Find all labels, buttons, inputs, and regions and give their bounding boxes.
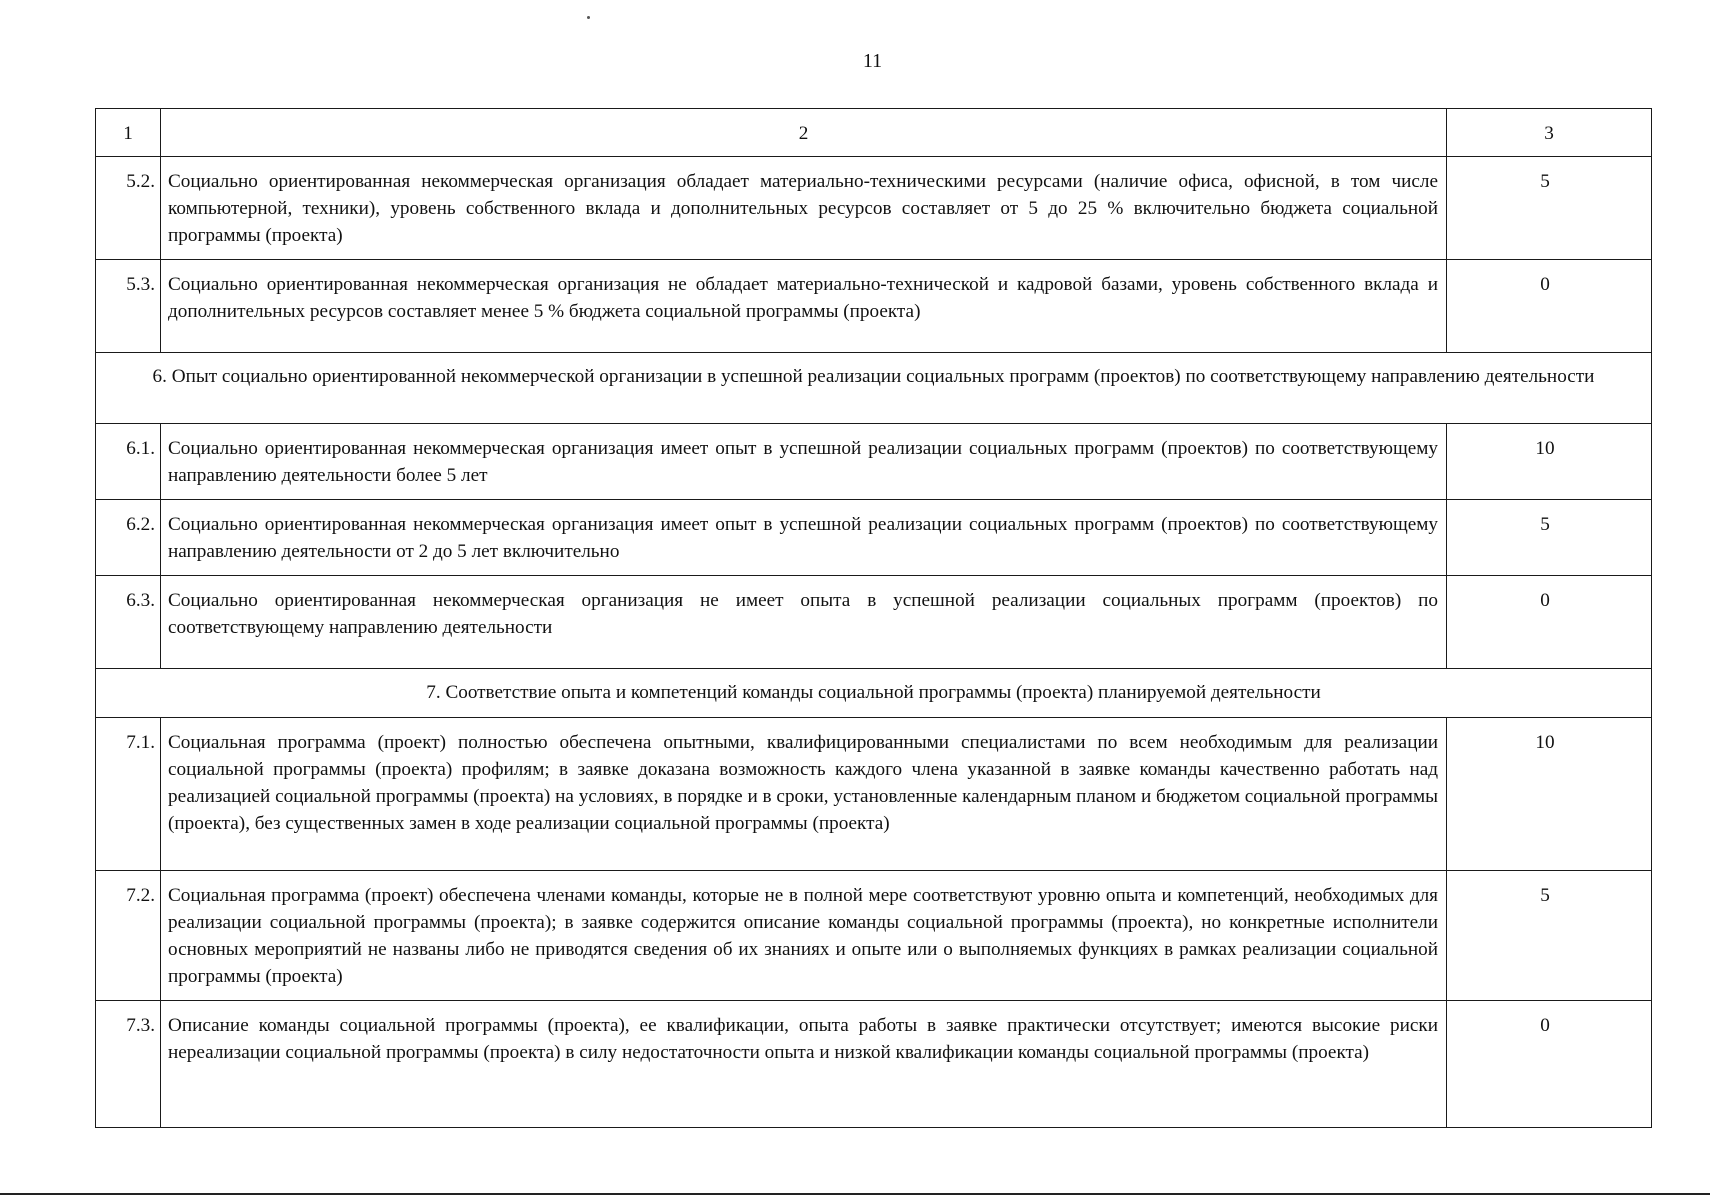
item-number: 6.2.	[96, 500, 161, 576]
item-score: 0	[1447, 576, 1652, 669]
item-description: Социально ориентированная некоммерческая организация имеет опыт в успешной реализации социальных программ (проектов) по соответствующему направлению деятельности от 2 до 5 лет включительно	[161, 500, 1447, 576]
table-row	[96, 500, 1652, 576]
item-description: Описание команды социальной программы (проекта), ее квалификации, опыта работы в заявке практически отсутствует; имеются высокие риски нереализации социальной программы (проекта) в силу недостаточности опыта и низкой квалификации команды социальной программы (проекта)	[161, 1001, 1447, 1128]
item-description: Социально ориентированная некоммерческая организация не обладает материально-технической и кадровой базами, уровень собственного вклада и дополнительных ресурсов составляет менее 5 % бюджета социальной программы (проекта)	[161, 260, 1447, 353]
item-number: 7.2.	[96, 871, 161, 1001]
header-col-3: 3	[1447, 109, 1652, 157]
section-heading-row	[96, 669, 1652, 718]
table-row	[96, 424, 1652, 500]
item-description: Социально ориентированная некоммерческая организация имеет опыт в успешной реализации социальных программ (проектов) по соответствующему направлению деятельности более 5 лет	[161, 424, 1447, 500]
item-number: 5.2.	[96, 157, 161, 260]
criteria-table	[95, 108, 1652, 1128]
item-description: Социальная программа (проект) полностью обеспечена опытными, квалифицированными специалистами по всем необходимым для реализации социальной программы (проекта) профилям; в заявке доказана возможность каждого члена указанной в заявке команды качественно работать над реализацией социальной программы (проекта) на условиях, в порядке и в сроки, установленные календарным планом и бюджетом социальной программы (проекта), без существенных замен в ходе реализации социальной программы (проекта)	[161, 718, 1447, 871]
item-description: Социально ориентированная некоммерческая организация обладает материально-техническими ресурсами (наличие офиса, офисной, в том числе компьютерной, техники), уровень собственного вклада и дополнительных ресурсов составляет от 5 до 25 % включительно бюджета социальной программы (проекта)	[161, 157, 1447, 260]
item-number: 6.1.	[96, 424, 161, 500]
table-row	[96, 576, 1652, 669]
table-row	[96, 718, 1652, 871]
table-row	[96, 157, 1652, 260]
item-number: 7.3.	[96, 1001, 161, 1128]
table-header-row	[96, 109, 1652, 157]
item-description: Социальная программа (проект) обеспечена членами команды, которые не в полной мере соответствуют уровню опыта и компетенций, необходимых для реализации социальной программы (проекта); в заявке содержится описание команды социальной программы (проекта), но конкретные исполнители основных мероприятий не названы либо не приводятся сведения об их знаниях и опыте или о выполняемых функциях в рамках реализации социальной программы (проекта)	[161, 871, 1447, 1001]
section-heading-row	[96, 353, 1652, 424]
item-score: 5	[1447, 500, 1652, 576]
item-number: 6.3.	[96, 576, 161, 669]
item-score: 10	[1447, 424, 1652, 500]
table-row	[96, 1001, 1652, 1128]
item-number: 5.3.	[96, 260, 161, 353]
item-score: 0	[1447, 260, 1652, 353]
item-number: 7.1.	[96, 718, 161, 871]
page-number: 11	[862, 50, 883, 72]
item-score: 0	[1447, 1001, 1652, 1128]
table-row	[96, 260, 1652, 353]
page-bottom-edge	[0, 1193, 1710, 1195]
header-col-2: 2	[161, 109, 1447, 157]
section-heading: 6. Опыт социально ориентированной некоммерческой организации в успешной реализации социальных программ (проектов) по соответствующему направлению деятельности	[96, 353, 1652, 424]
item-description: Социально ориентированная некоммерческая организация не имеет опыта в успешной реализации социальных программ (проектов) по соответствующему направлению деятельности	[161, 576, 1447, 669]
section-heading: 7. Соответствие опыта и компетенций команды социальной программы (проекта) планируемой деятельности	[96, 669, 1652, 718]
header-col-1: 1	[96, 109, 161, 157]
item-score: 10	[1447, 718, 1652, 871]
item-score: 5	[1447, 871, 1652, 1001]
scan-speck	[587, 16, 590, 19]
table-row	[96, 871, 1652, 1001]
item-score: 5	[1447, 157, 1652, 260]
